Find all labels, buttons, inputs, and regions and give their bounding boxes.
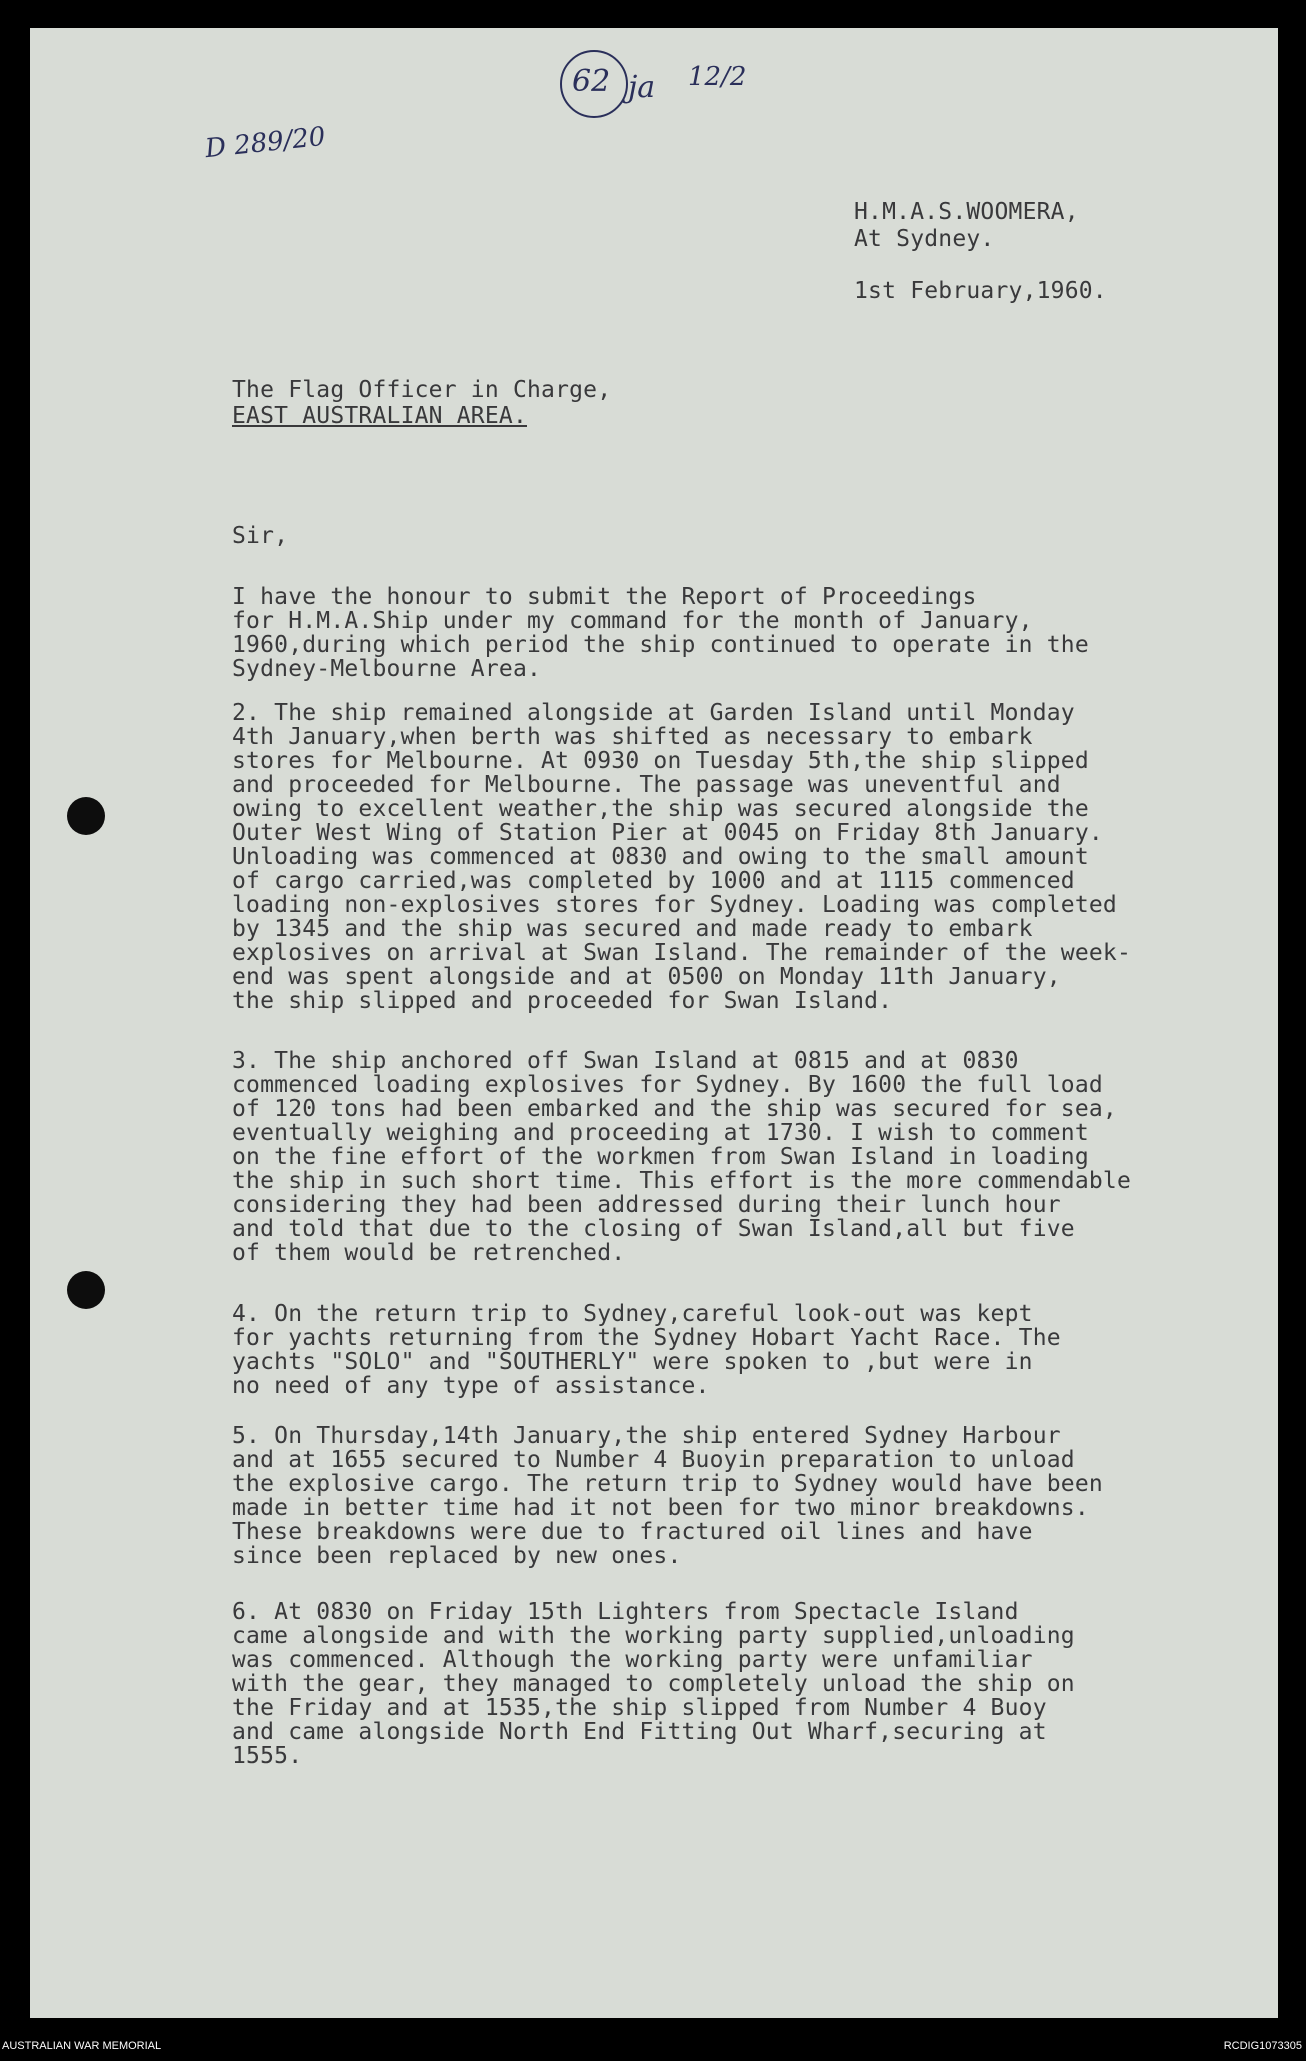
paragraph-4-line: no need of any type of assistance. bbox=[232, 1373, 710, 1399]
paragraph-3-line: and told that due to the closing of Swan Island,all but five bbox=[232, 1216, 1075, 1242]
paragraph-2-line: 4th January,when berth was shifted as necessary to embark bbox=[232, 724, 1033, 750]
paragraph-2-line: explosives on arrival at Swan Island. The remainder of the week- bbox=[232, 940, 1132, 966]
paragraph-3-line: considering they had been addressed during their lunch hour bbox=[232, 1192, 1061, 1218]
paragraph-6-line: 1555. bbox=[232, 1743, 303, 1769]
paragraph-3-line: of 120 tons had been embarked and the ship was secured for sea, bbox=[232, 1096, 1117, 1122]
paragraph-2-line: 2. The ship remained alongside at Garden Island until Monday bbox=[232, 700, 1075, 726]
paragraph-6-line: with the gear, they managed to completely unload the ship on bbox=[232, 1671, 1075, 1697]
paragraph-2-line: stores for Melbourne. At 0930 on Tuesday 5th,the ship slipped bbox=[232, 748, 1089, 774]
paragraph-4-line: 4. On the return trip to Sydney,careful look-out was kept bbox=[232, 1301, 1033, 1327]
salutation: Sir, bbox=[232, 523, 289, 549]
footer-archive: AUSTRALIAN WAR MEMORIAL bbox=[2, 2040, 162, 2052]
paragraph-3-line: 3. The ship anchored off Swan Island at 0815 and at 0830 bbox=[232, 1048, 1019, 1074]
paragraph-1-line: for H.M.A.Ship under my command for the month of January, bbox=[232, 608, 1033, 634]
letterhead-location: At Sydney. bbox=[854, 226, 995, 252]
initials-annotation: ja bbox=[628, 70, 656, 105]
paragraph-5-line: and at 1655 secured to Number 4 Buoyin preparation to unload bbox=[232, 1447, 1075, 1473]
paragraph-3-line: of them would be retrenched. bbox=[232, 1240, 626, 1266]
paragraph-1-line: Sydney-Melbourne Area. bbox=[232, 656, 542, 682]
addressee-area: EAST AUSTRALIAN AREA. bbox=[232, 403, 527, 429]
paragraph-1-line: 1960,during which period the ship continued to operate in the bbox=[232, 632, 1089, 658]
paragraph-5-line: These breakdowns were due to fractured oil lines and have bbox=[232, 1519, 1033, 1545]
paragraph-2-line: the ship slipped and proceeded for Swan Island. bbox=[232, 988, 893, 1014]
date-annotation: 12/2 bbox=[688, 62, 747, 92]
paragraph-2-line: of cargo carried,was completed by 1000 and at 1115 commenced bbox=[232, 868, 1075, 894]
paragraph-5-line: 5. On Thursday,14th January,the ship entered Sydney Harbour bbox=[232, 1423, 1061, 1449]
paragraph-1-line: I have the honour to submit the Report of Proceedings bbox=[232, 584, 977, 610]
paragraph-3-line: eventually weighing and proceeding at 1730. I wish to comment bbox=[232, 1120, 1089, 1146]
paragraph-5-line: made in better time had it not been for two minor breakdowns. bbox=[232, 1495, 1089, 1521]
paragraph-2-line: and proceeded for Melbourne. The passage was uneventful and bbox=[232, 772, 1061, 798]
paragraph-3-line: on the fine effort of the workmen from Swan Island in loading bbox=[232, 1144, 1089, 1170]
paragraph-6-line: the Friday and at 1535,the ship slipped from Number 4 Buoy bbox=[232, 1695, 1047, 1721]
paragraph-2-line: end was spent alongside and at 0500 on Monday 11th January, bbox=[232, 964, 1061, 990]
paragraph-6-line: and came alongside North End Fitting Out Wharf,securing at bbox=[232, 1719, 1047, 1745]
paragraph-2-line: loading non-explosives stores for Sydney. Loading was completed bbox=[232, 892, 1117, 918]
paragraph-3-line: commenced loading explosives for Sydney. By 1600 the full load bbox=[232, 1072, 1103, 1098]
paragraph-2-line: Outer West Wing of Station Pier at 0045 on Friday 8th January. bbox=[232, 820, 1103, 846]
addressee-title: The Flag Officer in Charge, bbox=[232, 377, 612, 403]
punch-hole-upper bbox=[67, 797, 105, 835]
paragraph-2-line: Unloading was commenced at 0830 and owing to the small amount bbox=[232, 844, 1089, 870]
paragraph-6-line: 6. At 0830 on Friday 15th Lighters from Spectacle Island bbox=[232, 1599, 1019, 1625]
paragraph-6-line: came alongside and with the working party supplied,unloading bbox=[232, 1623, 1075, 1649]
paragraph-4-line: yachts "SOLO" and "SOUTHERLY" were spoken to ,but were in bbox=[232, 1349, 1033, 1375]
reference-annotation: D 289/20 bbox=[203, 121, 327, 165]
paragraph-2-line: by 1345 and the ship was secured and made ready to embark bbox=[232, 916, 1033, 942]
folio-number: 62 bbox=[572, 64, 611, 99]
paragraph-6-line: was commenced. Although the working party were unfamiliar bbox=[232, 1647, 1033, 1673]
letterhead-ship: H.M.A.S.WOOMERA, bbox=[854, 199, 1079, 225]
paragraph-5-line: the explosive cargo. The return trip to Sydney would have been bbox=[232, 1471, 1103, 1497]
paragraph-3-line: the ship in such short time. This effort is the more commendable bbox=[232, 1168, 1132, 1194]
letter-date: 1st February,1960. bbox=[854, 278, 1107, 304]
punch-hole-lower bbox=[67, 1271, 105, 1309]
footer-record-id: RCDIG1073305 bbox=[1223, 2040, 1302, 2052]
paragraph-5-line: since been replaced by new ones. bbox=[232, 1543, 682, 1569]
paragraph-2-line: owing to excellent weather,the ship was secured alongside the bbox=[232, 796, 1089, 822]
paragraph-4-line: for yachts returning from the Sydney Hobart Yacht Race. The bbox=[232, 1325, 1061, 1351]
